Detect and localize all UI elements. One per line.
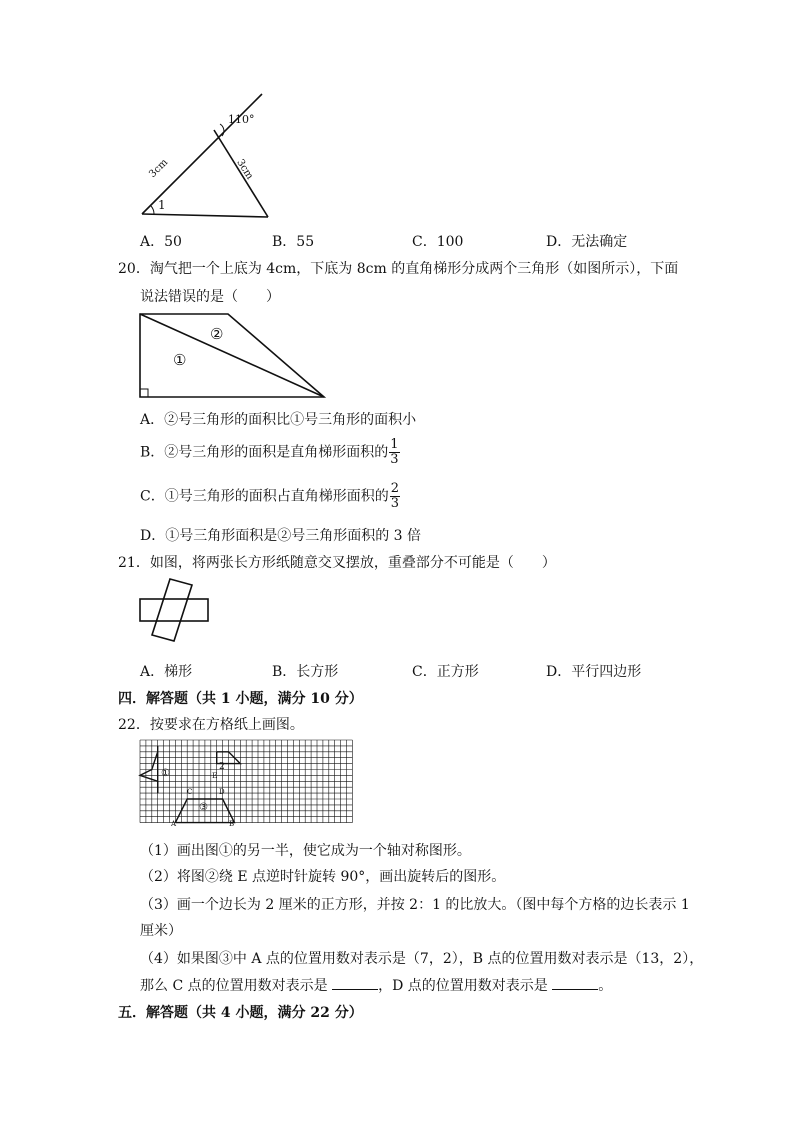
q22-label-e: E	[212, 772, 218, 780]
q21-stem: 21．如图，将两张长方形纸随意交叉摆放，重叠部分不可能是（ ）	[118, 555, 556, 571]
q22-answer-d-blank[interactable]	[552, 977, 598, 990]
q20-option-c-fraction: $\frac{2}{3}$	[390, 481, 399, 511]
q21-choice-d[interactable]: D．平行四边形	[546, 664, 642, 680]
q22-part-2: （2）将图②绕 E 点逆时针旋转 90°，画出旋转后的图形。	[140, 869, 506, 885]
section-5-heading: 五．解答题（共 4 小题，满分 22 分）	[118, 1005, 363, 1021]
q22-part-4-line1: （4）如果图③中 A 点的位置用数对表示是（7，2），B 点的位置用数对表示是（13，2），	[140, 951, 704, 967]
q19-side-left-label: 3cm	[147, 157, 171, 180]
q22-label-b: B	[229, 820, 235, 828]
q19-angle-label: 110°	[228, 113, 255, 126]
q22-grid-figure	[140, 740, 356, 828]
q19-triangle-figure	[130, 90, 290, 230]
q22-stem: 22．按要求在方格纸上画图。	[118, 717, 304, 733]
q20-stem-line1: 20．淘气把一个上底为 4cm，下底为 8cm 的直角梯形分成两个三角形（如图所示），下面	[118, 261, 679, 277]
q20-trapezoid-figure	[138, 312, 328, 400]
q22-part-4-c-prompt: 那么 C 点的位置用数对表示是	[140, 978, 328, 994]
q22-part-4-d-prompt: ，D 点的位置用数对表示是	[378, 978, 548, 994]
q19-side-right-label: 3cm	[234, 157, 256, 182]
q20-option-b-fraction: $\frac{1}{3}$	[390, 437, 399, 467]
q22-part-3-line1: （3）画一个边长为 2 厘米的正方形，并按 2：1 的比放大。（图中每个方格的边长表示 1	[140, 897, 690, 913]
q22-part-1: （1）画出图①的另一半，使它成为一个轴对称图形。	[140, 843, 471, 859]
q20-option-b[interactable]	[140, 438, 400, 467]
q19-choice-c[interactable]: C．100	[412, 234, 464, 250]
q20-label-1: ①	[173, 351, 187, 369]
q19-choice-d[interactable]: D．无法确定	[546, 234, 628, 250]
q22-part-4-line2	[140, 975, 612, 995]
q21-choice-b[interactable]: B．长方形	[272, 664, 339, 680]
q19-choice-b[interactable]: B．55	[272, 234, 315, 250]
section-4-heading: 四．解答题（共 1 小题，满分 10 分）	[118, 691, 363, 707]
q22-label-a: A	[171, 820, 177, 828]
q22-label-d: D	[219, 788, 225, 796]
q19-choice-a[interactable]: A．50	[140, 234, 182, 250]
q20-option-c[interactable]	[140, 482, 400, 511]
q20-option-d[interactable]: D．①号三角形面积是②号三角形面积的 3 倍	[140, 528, 422, 544]
q22-label-c: C	[187, 788, 193, 796]
q22-label-2: 2	[219, 762, 225, 772]
q20-stem-line2: 说法错误的是（ ）	[140, 289, 280, 305]
q20-label-2: ②	[210, 325, 224, 343]
q21-crossed-rectangles-figure	[136, 577, 216, 647]
q20-option-b-text: B．②号三角形的面积是直角梯形面积的	[140, 444, 389, 461]
q22-label-3: ③	[199, 802, 208, 813]
q22-answer-c-blank[interactable]	[332, 977, 378, 990]
q22-part-4-end: 。	[598, 978, 613, 994]
q21-choice-c[interactable]: C．正方形	[412, 664, 479, 680]
q19-angle-mark: 1	[158, 198, 166, 212]
q20-option-c-text: C．①号三角形的面积占直角梯形面积的	[140, 488, 389, 505]
q21-choice-a[interactable]: A．梯形	[140, 664, 193, 680]
q22-label-1: ①	[161, 768, 170, 779]
q22-part-3-line2: 厘米）	[140, 923, 182, 939]
q20-option-a[interactable]: A．②号三角形的面积比①号三角形的面积小	[140, 412, 417, 428]
